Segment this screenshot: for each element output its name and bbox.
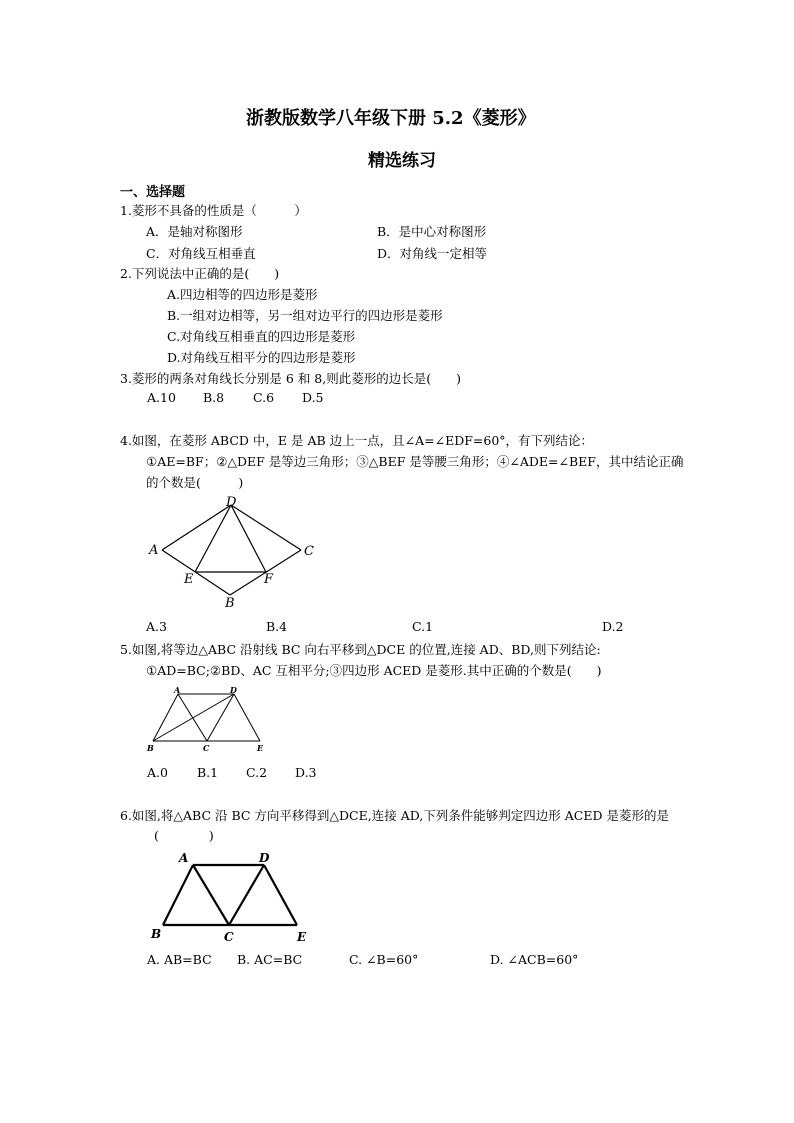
question-2-stem: 2.下列说法中正确的是( ) [120,266,280,281]
label-c: C [224,930,234,944]
question-4-option-a: A.3 [146,619,167,634]
label-a: A [149,543,159,558]
page-subtitle: 精选练习 [368,151,436,171]
question-2-option-b: B.一组对边相等，另一组对边平行的四边形是菱形 [167,308,443,323]
question-6-option-b: B. AC=BC [237,952,303,967]
question-1-option-c: C．对角线互相垂直 [146,246,256,261]
question-3-option-a: A.10 [147,390,176,405]
section-heading: 一、选择题 [120,185,186,200]
question-5-option-b: B.1 [197,765,219,780]
question-6-stem: 6.如图,将△ABC 沿 BC 方向平移得到△DCE,连接 AD,下列条件能够判定四边形 ACED 是菱形的是 [120,808,669,823]
label-b: B [151,927,162,941]
question-2-option-d: D.对角线互相平分的四边形是菱形 [167,350,356,365]
question-3-option-c: C.6 [253,390,275,405]
label-b: B [147,743,154,753]
question-1-option-b: B．是中心对称图形 [377,224,487,239]
question-3-option-d: D.5 [302,390,324,405]
question-5-line2: ①AD=BC;②BD、AC 互相平分;③四边形 ACED 是菱形.其中正确的个数是( ) [146,663,602,678]
question-4-option-d: D.2 [602,619,624,634]
question-5-option-a: A.0 [147,765,168,780]
question-2-option-a: A.四边相等的四边形是菱形 [167,287,318,302]
question-1-option-d: D．对角线一定相等 [377,246,488,261]
question-5-option-d: D.3 [295,765,317,780]
question-6-option-d: D. ∠ACB=60° [490,952,579,967]
question-4-line3: 的个数是( ) [146,475,244,490]
question-1-stem: 1.菱形不具备的性质是（ ） [120,203,307,218]
translation-figure-small [140,684,275,754]
label-a: A [179,851,189,865]
question-4-stem: 4.如图，在菱形 ABCD 中，E 是 AB 边上一点，且∠A=∠EDF=60°，有下列结论： [120,433,594,448]
label-f: F [264,572,274,587]
label-e: E [297,930,307,944]
question-3-stem: 3.菱形的两条对角线长分别是 6 和 8,则此菱形的边长是( ) [120,371,461,386]
label-b: B [225,596,235,611]
question-6-option-c: C. ∠B=60° [349,952,419,967]
question-6-line2: ( ) [154,828,214,843]
question-3-option-b: B.8 [203,390,225,405]
label-d: D [259,851,270,865]
question-5-option-c: C.2 [246,765,268,780]
label-a: A [174,685,181,695]
question-1-option-a: A．是轴对称图形 [146,224,243,239]
question-4-option-b: B.4 [266,619,288,634]
question-4-line2: ①AE=BF；②△DEF 是等边三角形；③△BEF 是等腰三角形；④∠ADE=∠BEF，其中结论正确 [146,454,684,469]
label-c: C [304,544,314,559]
question-2-option-c: C.对角线互相垂直的四边形是菱形 [167,329,356,344]
label-d: D [226,495,237,510]
translation-figure-large [145,848,320,945]
label-e: E [184,572,194,587]
page-title: 浙教版数学八年级下册 5.2《菱形》 [246,108,536,129]
question-6-option-a: A. AB=BC [147,952,212,967]
label-d: D [230,685,237,695]
label-c: C [203,743,210,753]
rhombus-figure [140,493,320,611]
label-e: E [257,743,264,753]
question-5-stem: 5.如图,将等边△ABC 沿射线 BC 向右平移到△DCE 的位置,连接 AD、BD,则下列结论: [120,642,601,657]
question-4-option-c: C.1 [412,619,434,634]
